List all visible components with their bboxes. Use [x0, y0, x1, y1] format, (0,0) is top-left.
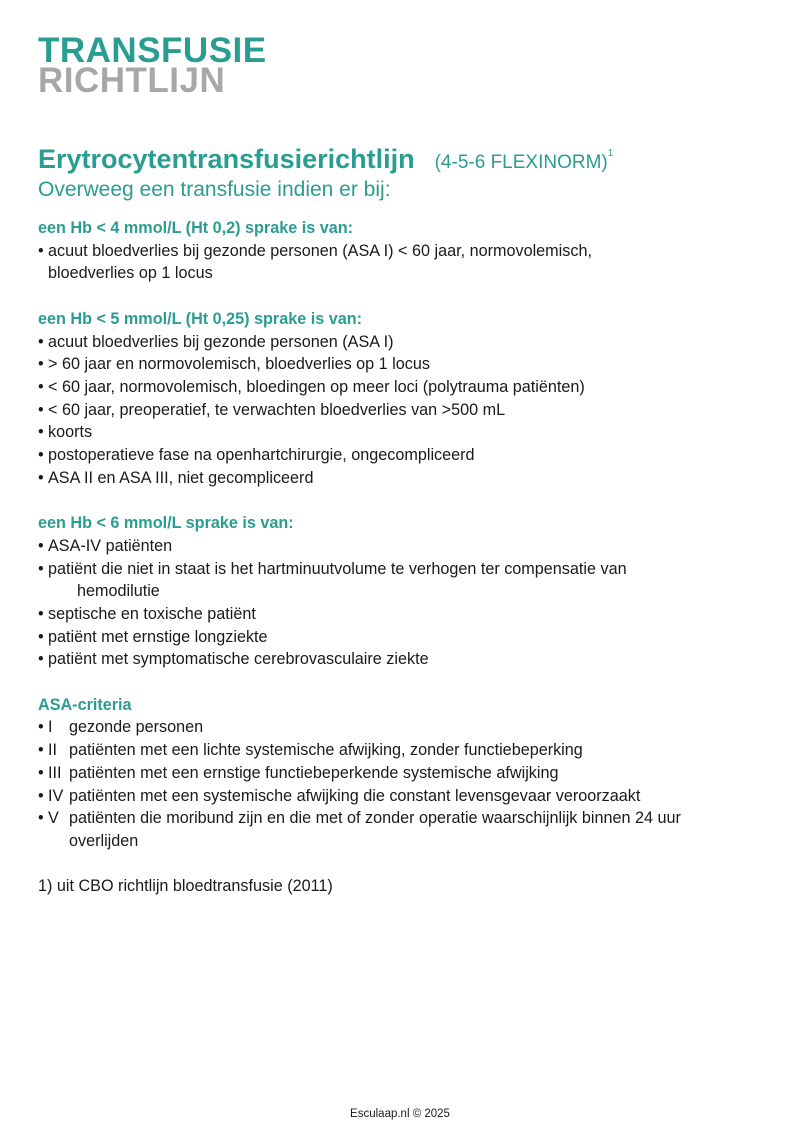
section-hb-5 — [38, 308, 768, 490]
footer-copyright: Esculaap.nl © 2025 — [350, 1108, 450, 1120]
list-item: • postoperatieve fase na openhartchirurgie, ongecompliceerd — [38, 444, 768, 467]
list-item-continuation: hemodilutie — [77, 582, 160, 601]
section-asa-criteria — [38, 694, 768, 853]
list-item: • koorts — [38, 421, 768, 444]
section-heading: een Hb < 4 mmol/L (Ht 0,2) sprake is van: — [38, 219, 354, 237]
asa-description: patiënten met een systemische afwijking die constant levensgevaar veroorzaakt — [69, 786, 641, 805]
page-title-main: Erytrocytentransfusierichtlijn — [38, 144, 415, 174]
page-subtitle: Overweeg een transfusie indien er bij: — [38, 178, 391, 201]
list-item: • ASA-IV patiënten — [38, 535, 768, 558]
asa-class: III — [48, 763, 62, 782]
list-item: • patiënt die niet in staat is het hartminuutvolume te verhogen ter compensatie van — [38, 558, 768, 581]
asa-item — [38, 762, 768, 785]
asa-continuation: overlijden — [69, 831, 139, 850]
asa-description: patiënten met een lichte systemische afwijking, zonder functiebeperking — [69, 741, 583, 760]
list-item: • patiënt met ernstige longziekte — [38, 626, 768, 649]
section-heading: een Hb < 6 mmol/L sprake is van: — [38, 514, 294, 533]
asa-class: V — [48, 809, 59, 828]
list-item: • > 60 jaar en normovolemisch, bloedverlies op 1 locus — [38, 353, 768, 376]
list-item: • septische en toxische patiënt — [38, 603, 768, 626]
asa-item — [38, 785, 768, 808]
list-item: • < 60 jaar, normovolemisch, bloedingen op meer loci (polytrauma patiënten) — [38, 376, 768, 399]
page-title-suffix: (4-5-6 FLEXINORM) — [434, 152, 608, 173]
list-item: • acuut bloedverlies bij gezonde personen (ASA I) < 60 jaar, normovolemisch, — [38, 240, 768, 263]
asa-item — [38, 807, 768, 830]
asa-item — [38, 716, 768, 739]
section-hb-4 — [38, 217, 768, 285]
page-title — [38, 144, 613, 175]
logo — [38, 31, 267, 101]
list-item: • acuut bloedverlies bij gezonde personen (ASA I) — [38, 331, 768, 354]
logo-line-richtlijn: RICHTLIJN — [38, 61, 226, 101]
footnote-marker: 1 — [607, 148, 614, 159]
section-hb-6 — [38, 512, 768, 671]
guideline-content — [38, 217, 768, 898]
list-item: • patiënt met symptomatische cerebrovasculaire ziekte — [38, 648, 768, 671]
asa-class: I — [48, 718, 53, 737]
section-heading: ASA-criteria — [38, 695, 132, 714]
asa-description: patiënten die moribund zijn en die met of zonder operatie waarschijnlijk binnen 24 uur — [69, 809, 681, 828]
list-item: • ASA II en ASA III, niet gecompliceerd — [38, 467, 768, 490]
list-item-continuation: bloedverlies op 1 locus — [48, 264, 213, 283]
asa-class: IV — [48, 786, 64, 805]
asa-description: patiënten met een ernstige functiebeperkende systemische afwijking — [69, 763, 559, 782]
asa-description: gezonde personen — [69, 718, 204, 737]
section-heading: een Hb < 5 mmol/L (Ht 0,25) sprake is van: — [38, 309, 363, 328]
list-item: • < 60 jaar, preoperatief, te verwachten bloedverlies van >500 mL — [38, 399, 768, 422]
logo-line-transfusie: TRANSFUSIE — [38, 31, 267, 70]
footnote: 1) uit CBO richtlijn bloedtransfusie (2011) — [38, 877, 333, 896]
asa-item — [38, 739, 768, 762]
asa-class: II — [48, 741, 57, 760]
